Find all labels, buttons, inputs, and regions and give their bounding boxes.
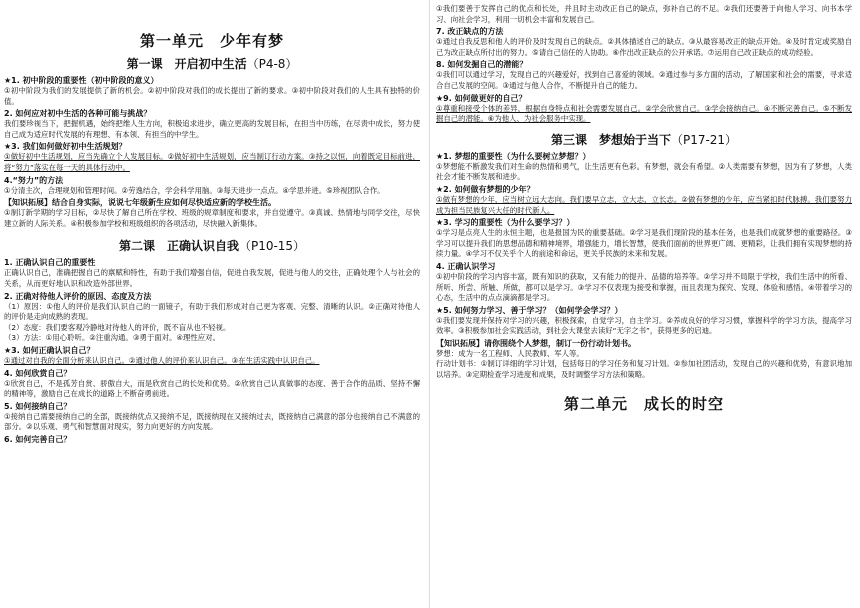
section-heading: 2. 正确对待他人评价的原因、态度及方法 bbox=[4, 291, 152, 301]
section-text: ①接纳自己需要接纳自己的全部，既接纳优点又接纳不足，既接纳现在又接纳过去，既接纳自己满意的部分也接纳自己不满意的部分。②以乐观、勇气和智慧面对现实，努力向更好的方向发展。 bbox=[4, 411, 420, 432]
section-text: ①学习是点亮人生的永恒主题，也是报国为民的重要基础。②学习是我们现阶段的基本任务，也是我们成就梦想的重要路径。③学习可以提升我们的思想品德和精神境界，增强能力，增长智慧，使我们面前的世界更广阔、更精彩，让我们拥有实现梦想的持续力量。④学习不仅关乎个人的前途和命运，更关乎民族的未来和发展。 bbox=[436, 228, 852, 259]
knowledge-extension-heading: 【知识拓展】请你围绕个人梦想，制订一份行动计划书。 bbox=[436, 338, 636, 348]
unit-title: 第二单元 成长的时空 bbox=[563, 394, 724, 413]
section-text: ①初中阶段的学习内容丰富，既有知识的获取，又有能力的提升、品德的培养等。②学习并不局限于学校，我们生活中的所看、所听、所尝、所触、所做，都可以是学习。③学习不仅表现为接受和掌握，而且表现为探究、发现、体验和感悟。④带着学习的心态，生活中的点点滴滴都是学习。 bbox=[436, 271, 852, 303]
lesson-pages: （P4-8） bbox=[246, 57, 298, 71]
section-text: ①做有梦想的少年，应当树立远大志向。我们要早立志，立大志，立长志。②做有梦想的少年，应当紧扣时代脉搏。我们要努力成为担当民族复兴大任的时代新人。 bbox=[436, 194, 852, 215]
section-heading: ★3. 学习的重要性（为什么要学习？） bbox=[436, 218, 575, 228]
section-text: ①梦想能不断激发我们对生命的热情和勇气，让生活更有色彩。有梦想，就会有希望。②人类需要有梦想，因为有了梦想，人类社会才能不断发展和进步。 bbox=[436, 161, 852, 182]
column-divider bbox=[429, 0, 430, 608]
section-heading: 1. 正确认识自己的重要性 bbox=[4, 258, 96, 268]
section-heading: ★3. 如何正确认识自己？ bbox=[4, 345, 95, 355]
knowledge-extension-heading: 【知识拓展】结合自身实际，说说七年级新生应如何尽快适应新的学校生活。 bbox=[4, 198, 276, 208]
section-heading: 2. 如何应对初中生活的各种可能与挑战？ bbox=[4, 109, 152, 119]
lesson-title bbox=[436, 131, 852, 148]
section-heading: 7. 改正缺点的方法 bbox=[436, 27, 504, 37]
section-heading: 4. 如何欣赏自己？ bbox=[4, 368, 72, 378]
section-text: 行动计划书：①制订详细的学习计划，包括每日的学习任务和复习计划。②参加社团活动，发现自己的兴趣和优势，有意识地加以培养。③定期检查学习进度和成果，及时调整学习方法和策略。 bbox=[436, 359, 852, 380]
lesson-name: 第二课 正确认识自我 bbox=[118, 239, 239, 254]
section-heading: 5. 如何接纳自己？ bbox=[4, 401, 72, 411]
section-text: ①做好初中生活规划，应当先确立个人发展目标。②做好初中生活规划，应当制订行动方案。③持之以恒，向着既定目标前进，将“努力”落实在每一天的具体行动中。 bbox=[4, 152, 420, 172]
section-heading: ★5. 如何努力学习、善于学习？（如何学会学习？） bbox=[436, 305, 623, 315]
section-text: 正确认识自己，准确把握自己的禀赋和特性，有助于我们增强自信，促进自我发展，促进与他人的交往，正确处理个人与社会的关系，从而更好地认识和改造外部世界。 bbox=[4, 268, 420, 288]
section-text: （3）方法：①用心聆听。②注重沟通。③勇于面对。④理性应对。 bbox=[4, 333, 220, 343]
section-text: ①制订新学期的学习目标，②尽快了解自己所在学校、班级的规章制度和要求，并自觉遵守。③真诚、热情地与同学交往，尽快建立新的人际关系。④积极参加学校和班级组织的各项活动，尽快融入新集体。 bbox=[4, 208, 420, 228]
section-text: ①欣赏自己，不是孤芳自赏、骄傲自大，而是欣赏自己的长处和优势。②欣赏自己认真做事的态度、善于合作的品质、坚持不懈的精神等，激励自己在成长的道路上不断奋勇前进。 bbox=[4, 378, 420, 399]
section-text: 我们要珍视当下，把握机遇，始终把维人生方向，积极追求进步，确立更高的发展目标，在担当中历练，在尽责中成长，努力使自己成为适应时代发展的有理想、有本领、有担当的中学生。 bbox=[4, 119, 420, 139]
left-column bbox=[0, 0, 426, 608]
section-text: （2）态度：我们要客观冷静地对待他人的评价，既不盲从也不轻视。 bbox=[4, 322, 231, 332]
lesson-name: 第一课 开启初中生活 bbox=[126, 57, 247, 71]
section-heading: 4. 正确认识学习 bbox=[436, 261, 496, 271]
lesson-title bbox=[4, 237, 420, 254]
section-text: 梦想：成为一名工程师、人民教师、军人等。 bbox=[436, 348, 584, 358]
lesson-pages: （P10-15） bbox=[238, 239, 306, 254]
section-text: ①我们可以通过学习，发现自己的兴趣爱好，找到自己喜爱的领域。②通过参与多方面的活动，了解国家和社会的需要，寻求适合自己发展的空间。③通过与他人合作，不断提升自己的能力。 bbox=[436, 70, 852, 90]
section-heading: ★3. 我们如何做好初中生活规划？ bbox=[4, 142, 127, 152]
section-text: ①我们要发现并保持对学习的兴趣，积极探索，自觉学习，自主学习。②养成良好的学习习惯，掌握科学的学习方法，提高学习效率。③积极参加社会实践活动，到社会大课堂去读好“无字之书”，获得更多的启迪。 bbox=[436, 315, 852, 336]
section-heading: 4.“努力”的方法 bbox=[4, 175, 64, 185]
section-heading: ★9. 如何做更好的自己？ bbox=[436, 93, 527, 103]
section-heading: 6. 如何完善自己？ bbox=[4, 434, 72, 444]
section-heading: 8. 如何发掘自己的潜能？ bbox=[436, 60, 528, 70]
lesson-pages: （P17-21） bbox=[670, 132, 738, 147]
section-heading: ★1. 梦想的重要性（为什么要树立梦想？） bbox=[436, 151, 591, 161]
section-text: ①分清主次，合理规划和管理时间。②劳逸结合，学会科学用脑。③每天进步一点点。④学思并进。⑤珍视团队合作。 bbox=[4, 185, 385, 195]
right-column bbox=[432, 0, 860, 608]
section-heading: ★1. 初中阶段的重要性（初中阶段的意义） bbox=[4, 76, 159, 85]
section-text: （1）原因：①他人的评价是我们认识自己的一面镜子，有助于我们形成对自己更为客观、完整、清晰的认识。②正确对待他人的评价是走向成熟的表现。 bbox=[4, 301, 420, 322]
section-heading: ★2. 如何做有梦想的少年？ bbox=[436, 184, 535, 194]
section-text: ①通过对自我的全面分析来认识自己。②通过他人的评价来认识自己。③在生活实践中认识自己。 bbox=[4, 355, 320, 365]
section-text: ①初中阶段为我们的发展提供了新的机会。②初中阶段对我们的成长提出了新的要求。③初中阶段对我们的人生具有独特的价值。 bbox=[4, 86, 420, 106]
lesson-title bbox=[4, 55, 420, 72]
lesson-name: 第三课 梦想始于当下 bbox=[550, 132, 671, 147]
section-text: ①我们要善于发挥自己的优点和长处，并且时主动改正自己的缺点，弥补自己的不足。②我们还要善于向他人学习、向书本学习、向社会学习，利用一切机会丰富和发展自己。 bbox=[436, 4, 852, 24]
section-text: ①尊重和接受个体的差异，根据自身特点和社会需要发展自己。②学会欣赏自己。③学会接纳自己。④不断完善自己。⑤不断发掘自己的潜能。⑥为他人、为社会服务中实现。 bbox=[436, 103, 852, 124]
section-text: ①通过自我反思和他人的评价及时发现自己的缺点。②具体描述自己的缺点。③从最容易改正的缺点开始。④及时肯定或奖励自己为改正缺点所付出的努力。⑤请自己信任的人协助。⑥作出改正缺点的公开承诺。⑦运用自己改正缺点的成功经验。 bbox=[436, 37, 852, 57]
unit-title: 第一单元 少年有梦 bbox=[139, 32, 284, 50]
